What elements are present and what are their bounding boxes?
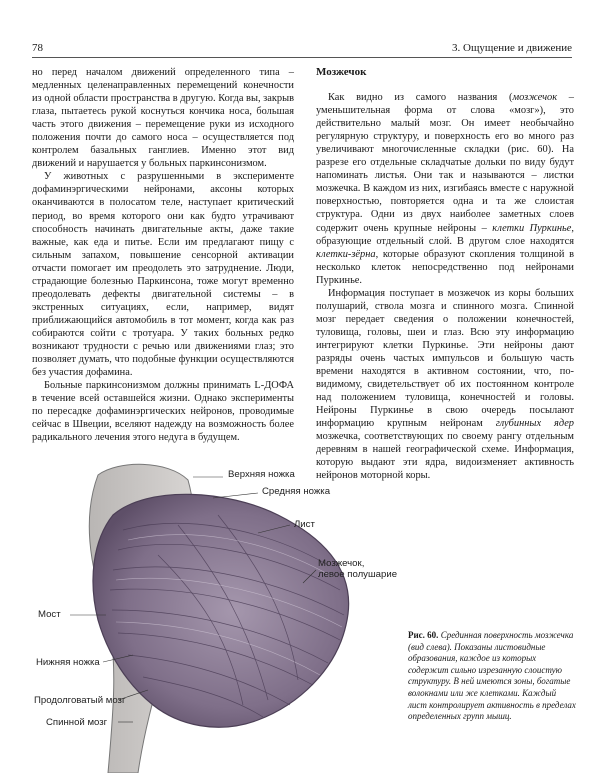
right-column — [316, 66, 574, 482]
cerebellum-figure — [28, 455, 418, 773]
term: клетки Пуркинье — [492, 222, 572, 234]
term: клетки-зёрна — [316, 248, 376, 260]
text-run: Как видно из самого названия ( — [328, 92, 513, 104]
caption-text: Срединная поверхность мозжечка (вид слева). Показаны листовидные образования, каждое из которых содержит сильно изрезанную слоистую структуру. В ней имеются зоны, богатые волокнами или же клетками. Каждый лист контролирует активность в пределах определенных групп мышц. — [408, 630, 576, 722]
text-run: Информация поступает в мозжечок из коры больших полушарий, ствола мозга и спинного мозга. Спинной мозг передает сведения о положении конечностей, туловища, головы, шеи и глаз. Всю эту информацию интегрируют клетки Пуркинье. Эти нейроны дают разряды очень частых импульсов и большую часть времени находятся в активном состоянии, что, по-видимому, свидетельствует об их постоянном контроле над положением туловища, конечностей и головы. Нейроны Пуркинье в свою очередь посылают информацию крупным нейронам — [316, 287, 574, 430]
left-column — [32, 66, 294, 444]
label-lower-peduncle: Нижняя ножка — [36, 657, 100, 668]
paragraph: но перед началом движений определенного типа – медленных целенаправленных перемещений конечности из одной области пространства в другую. Когда вы, закрыв глаза, пытаетесь рукой коснуться кончика носа, большая часть этого движения – перемещение руки из исходного положения почти до самого носа – осуществляется под контролем базальных ганглиев. Именно этот вид движений и нарушается у больных паркинсонизмом. — [32, 67, 294, 170]
label-hemisphere-line2: левое полушарие — [318, 569, 398, 580]
section-heading: Мозжечок — [316, 66, 367, 78]
term: глубинных ядер — [495, 418, 575, 430]
label-folium: Лист — [294, 519, 315, 530]
label-hemisphere-line1: Мозжечок, — [318, 558, 365, 569]
label-spinal-cord: Спинной мозг — [46, 717, 108, 728]
label-upper-peduncle: Верхняя ножка — [228, 469, 295, 480]
figure-caption — [408, 630, 576, 723]
caption-label: Рис. 60. — [408, 630, 439, 640]
header-rule — [32, 57, 572, 58]
page-number: 78 — [32, 42, 43, 54]
text-run: мозжечка, соответствующих по своему рангу отдельным деревням в нашей географической схеме. Информация, которую выдают эти ядра, видоизменяет активность нейронов моторной коры. — [316, 431, 574, 482]
text-run: , которые образуют скопления толщиной в несколько клеток непосредственно под нейронами Пуркинье. — [316, 248, 574, 286]
label-pons: Мост — [38, 609, 61, 620]
paragraph: У животных с разрушенными в эксперименте дофаминэргическими нейронами, аксоны которых оканчиваются в полосатом теле, наступает критический период, во время которого они как будто утрачивают способность начинать двигательные акты, даже такие важные, как еда и питье. Если им предлагают пищу с сильным запахом, повышение сенсорной активации отчасти помогает им преодолеть это затруднение. Люди, страдающие болезнью Паркинсона, тоже могут временно преодолевать дефекты двигательной системы – в экстренных ситуациях, если, например, видят приближающийся автомобиль в тот момент, когда как раз собираются сойти с тротуара. У таких больных редко возникают трудности с речью или движениями глаз; это позволяет думать, что подобные функции осуществляются без участия дофамина. — [32, 171, 294, 379]
label-middle-peduncle: Средняя ножка — [262, 486, 331, 497]
label-medulla: Продолговатый мозг — [34, 695, 126, 706]
chapter-title: 3. Ощущение и движение — [452, 42, 572, 54]
paragraph — [316, 287, 574, 483]
paragraph — [316, 91, 574, 287]
text-run: , образующие отдельный слой. В другом слое находятся — [316, 222, 574, 247]
paragraph: Больные паркинсонизмом должны принимать L-ДОФА в течение всей оставшейся жизни. Однако эксперименты по пересадке дофаминэргических нейронов, проводимые сейчас в Швеции, вселяют надежду на возможность более радикального лечения этого недуга в будущем. — [32, 380, 294, 444]
text-run: – уменьшительная форма от слова «мозг»), это действительно малый мозг. Он имеет необычайно регулярную структуру, и поверхность его во много раз увеличивают многочисленные складки (рис. 60). На разрезе его отдельные складчатые дольки по виду будут напоминать листья. Они так и называются – листки мозжечка. В каждом из них, изгибаясь вместе с наружной поверхностью, повторяется одна и та же слоистая структура. Одни из двух наиболее заметных слоев содержит очень крупные нейроны – — [316, 92, 574, 234]
term: мозжечок — [512, 92, 558, 104]
